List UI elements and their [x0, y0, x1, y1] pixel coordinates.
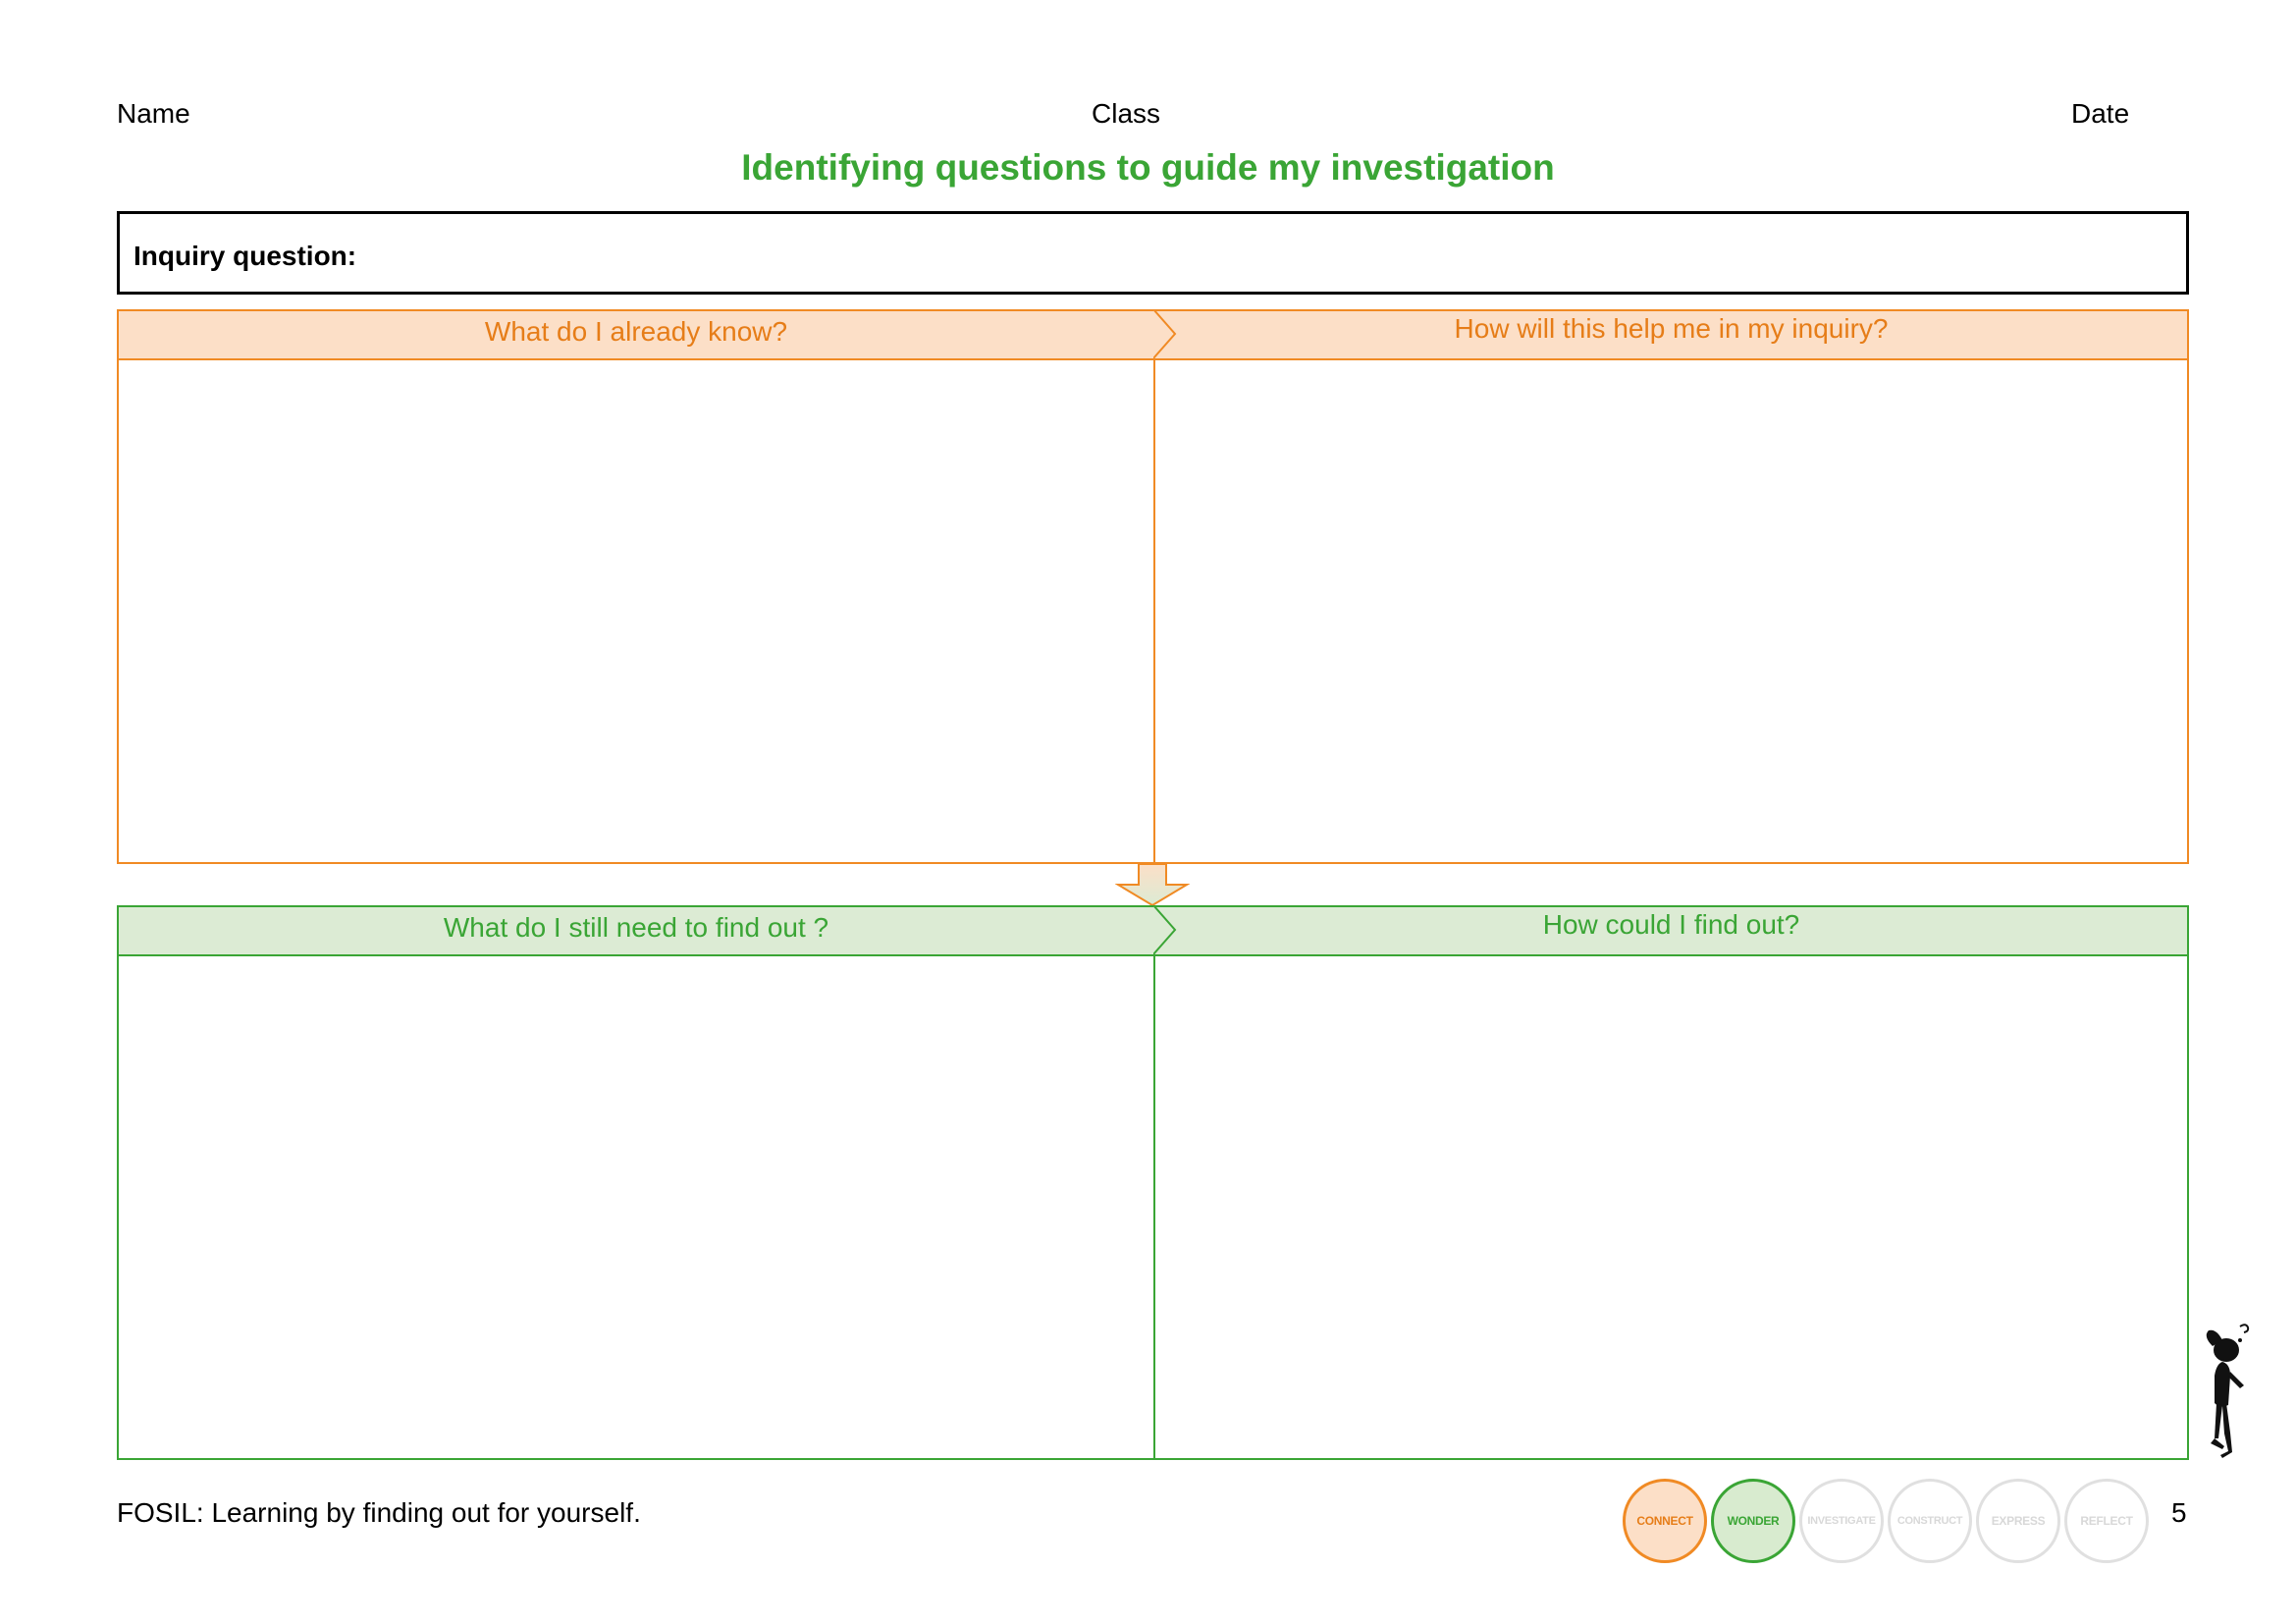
stage-wonder: WONDER [1711, 1479, 1795, 1563]
date-label: Date [2071, 98, 2130, 129]
page-title: Identifying questions to guide my investigation [741, 147, 1555, 188]
page-number: 5 [2171, 1497, 2187, 1528]
stage-reflect: REFLECT [2064, 1479, 2149, 1563]
still-need-heading: What do I still need to find out ? [443, 912, 829, 943]
how-find-out-answer-area[interactable] [1155, 956, 2187, 1458]
name-label: Name [117, 98, 190, 129]
help-inquiry-answer-area[interactable] [1155, 360, 2187, 862]
stage-express: EXPRESS [1976, 1479, 2060, 1563]
inquiry-question-label: Inquiry question: [133, 241, 357, 271]
find-out-section [117, 905, 2189, 1460]
still-need-answer-area[interactable] [119, 956, 1153, 1458]
help-inquiry-heading: How will this help me in my inquiry? [1454, 313, 1889, 344]
already-know-answer-area[interactable] [119, 360, 1153, 862]
stage-connect: CONNECT [1623, 1479, 1707, 1563]
down-arrow-icon [1115, 863, 1190, 907]
known-section [117, 309, 2189, 864]
footer-tagline: FOSIL: Learning by finding out for yourself. [117, 1497, 641, 1528]
inquiry-question-box[interactable] [117, 211, 2189, 295]
stage-investigate: INVESTIGATE [1799, 1479, 1884, 1563]
stage-construct: CONSTRUCT [1888, 1479, 1972, 1563]
class-label: Class [1092, 98, 1161, 129]
thinking-figure-icon [2197, 1321, 2256, 1464]
already-know-heading: What do I already know? [484, 316, 788, 347]
how-find-out-heading: How could I find out? [1542, 909, 1800, 940]
